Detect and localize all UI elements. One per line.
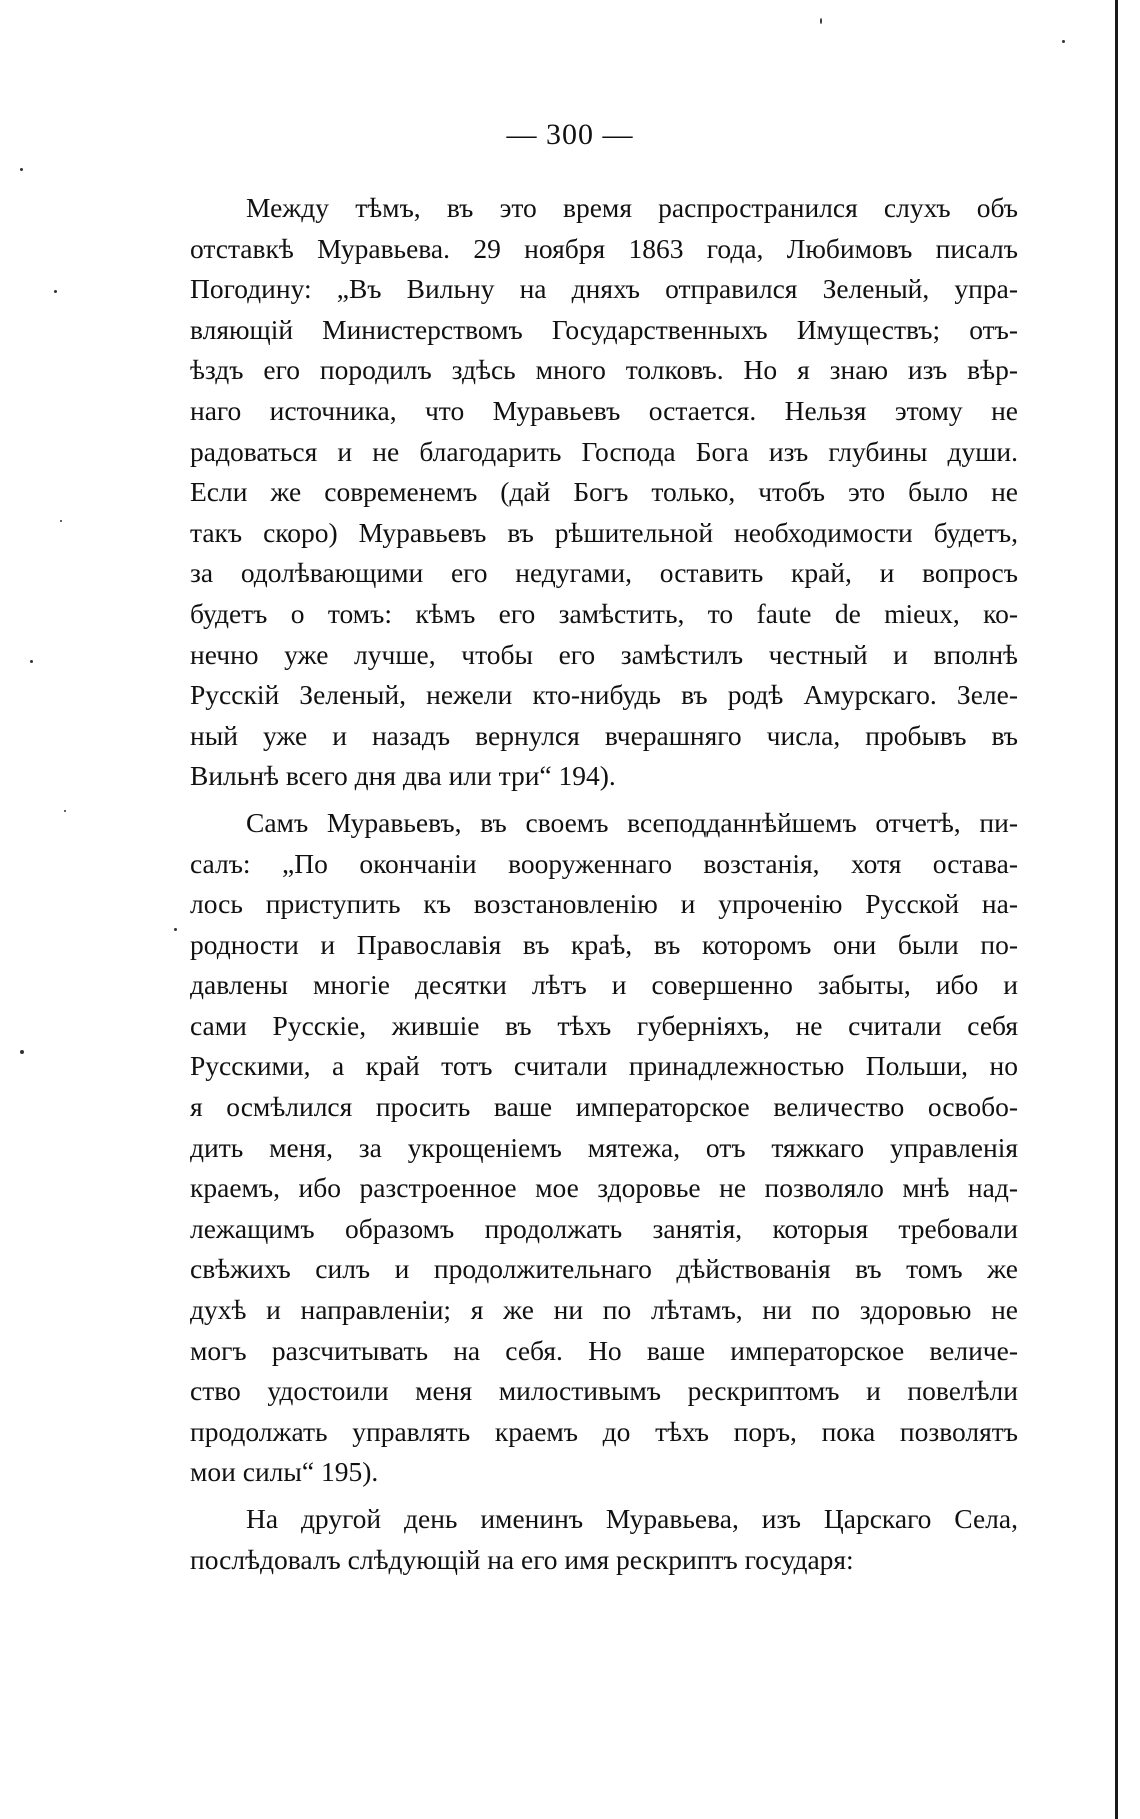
- text-line: краемъ, ибо разстроенное мое здоровье не позволяло мнѣ над-: [190, 1172, 1018, 1204]
- text-line: Русскій Зеленый, нежели кто-нибудь въ родѣ Амурскаго. Зеле-: [190, 679, 1018, 711]
- text-line: радоваться и не благодарить Господа Бога изъ глубины души.: [190, 435, 1018, 467]
- text-line: Самъ Муравьевъ, въ своемъ всеподданнѣйшемъ отчетѣ, пи-: [246, 806, 1018, 838]
- text-line: ство удостоили меня милостивымъ рескриптомъ и повелѣли: [190, 1375, 1018, 1407]
- scan-speck: [20, 1050, 24, 1054]
- text-line: вляющій Министерствомъ Государственныхъ Имуществъ; отъ-: [190, 313, 1018, 345]
- paragraph: [190, 1499, 1018, 1580]
- scan-speck: [1062, 40, 1065, 43]
- text-line: ѣздъ его породилъ здѣсь много толковъ. Но я знаю изъ вѣр-: [190, 354, 1018, 386]
- text-line: такъ скоро) Муравьевъ въ рѣшительной необходимости будетъ,: [190, 516, 1018, 548]
- text-line: Если же современемъ (дай Богъ только, чтобъ это было не: [190, 476, 1018, 508]
- scan-speck: [60, 520, 62, 522]
- text-line: за одолѣвающими его недугами, оставить край, и вопросъ: [190, 557, 1018, 589]
- text-line: послѣдовалъ слѣдующій на его имя рескриптъ государя:: [190, 1543, 854, 1575]
- body-text: [190, 188, 1018, 1580]
- text-line: На другой день именинъ Муравьева, изъ Царскаго Села,: [246, 1503, 1018, 1534]
- scan-speck: [174, 928, 177, 931]
- text-line: духѣ и направленіи; я же ни по лѣтамъ, ни по здоровью не: [190, 1294, 1018, 1326]
- text-line: салъ: „По окончаніи вооруженнаго возстанія, хотя остава-: [190, 847, 1018, 879]
- text-line: свѣжихъ силъ и продолжительнаго дѣйствованія въ томъ же: [190, 1253, 1018, 1285]
- text-line: дить меня, за укрощеніемъ мятежа, отъ тяжкаго управленія: [190, 1131, 1018, 1163]
- page-edge-shadow: [1115, 0, 1118, 1819]
- text-line: сами Русскіе, жившіе въ тѣхъ губерніяхъ, не считали себя: [190, 1009, 1018, 1041]
- text-line: продолжать управлять краемъ до тѣхъ поръ, пока позволятъ: [190, 1415, 1018, 1447]
- scan-speck: [54, 290, 57, 293]
- text-line: будетъ о томъ: кѣмъ его замѣстить, то faute de mieux, ко-: [190, 597, 1018, 629]
- text-line: отставкѣ Муравьева. 29 ноября 1863 года, Любимовъ писалъ: [190, 232, 1018, 264]
- text-line: наго источника, что Муравьевъ остается. Нельзя этому не: [190, 394, 1018, 426]
- text-line: давлены многіе десятки лѣтъ и совершенно забыты, ибо и: [190, 969, 1018, 1001]
- text-line: лось приступить къ возстановленію и упроченію Русской на-: [190, 888, 1018, 920]
- text-line: нечно уже лучше, чтобы его замѣстилъ честный и вполнѣ: [190, 638, 1018, 670]
- scan-speck: [30, 660, 33, 663]
- text-line: Погодину: „Въ Вильну на дняхъ отправился Зеленый, упра-: [190, 273, 1018, 305]
- text-line: Русскими, а край тотъ считали принадлежностью Польши, но: [190, 1050, 1018, 1082]
- text-line: ный уже и назадъ вернулся вчерашняго числа, пробывъ въ: [190, 719, 1018, 751]
- text-line: могъ разсчитывать на себя. Но ваше императорское величе-: [190, 1334, 1018, 1366]
- text-line: Между тѣмъ, въ это время распространился слухъ объ: [246, 192, 1018, 223]
- scan-speck: [20, 168, 23, 171]
- scan-speck: [64, 810, 66, 812]
- text-line: мои силы“ 195).: [190, 1456, 379, 1488]
- page-number: — 300 —: [506, 118, 634, 151]
- paragraph: [190, 188, 1018, 797]
- text-line: лежащимъ образомъ продолжать занятія, которыя требовали: [190, 1212, 1018, 1244]
- text-line: родности и Православія въ краѣ, въ которомъ они были по-: [190, 928, 1018, 960]
- text-line: я осмѣлился просить ваше императорское величество освобо-: [190, 1091, 1018, 1123]
- paragraph: [190, 803, 1018, 1493]
- scan-speck: [820, 18, 822, 24]
- text-line: Вильнѣ всего дня два или три“ 194).: [190, 760, 616, 792]
